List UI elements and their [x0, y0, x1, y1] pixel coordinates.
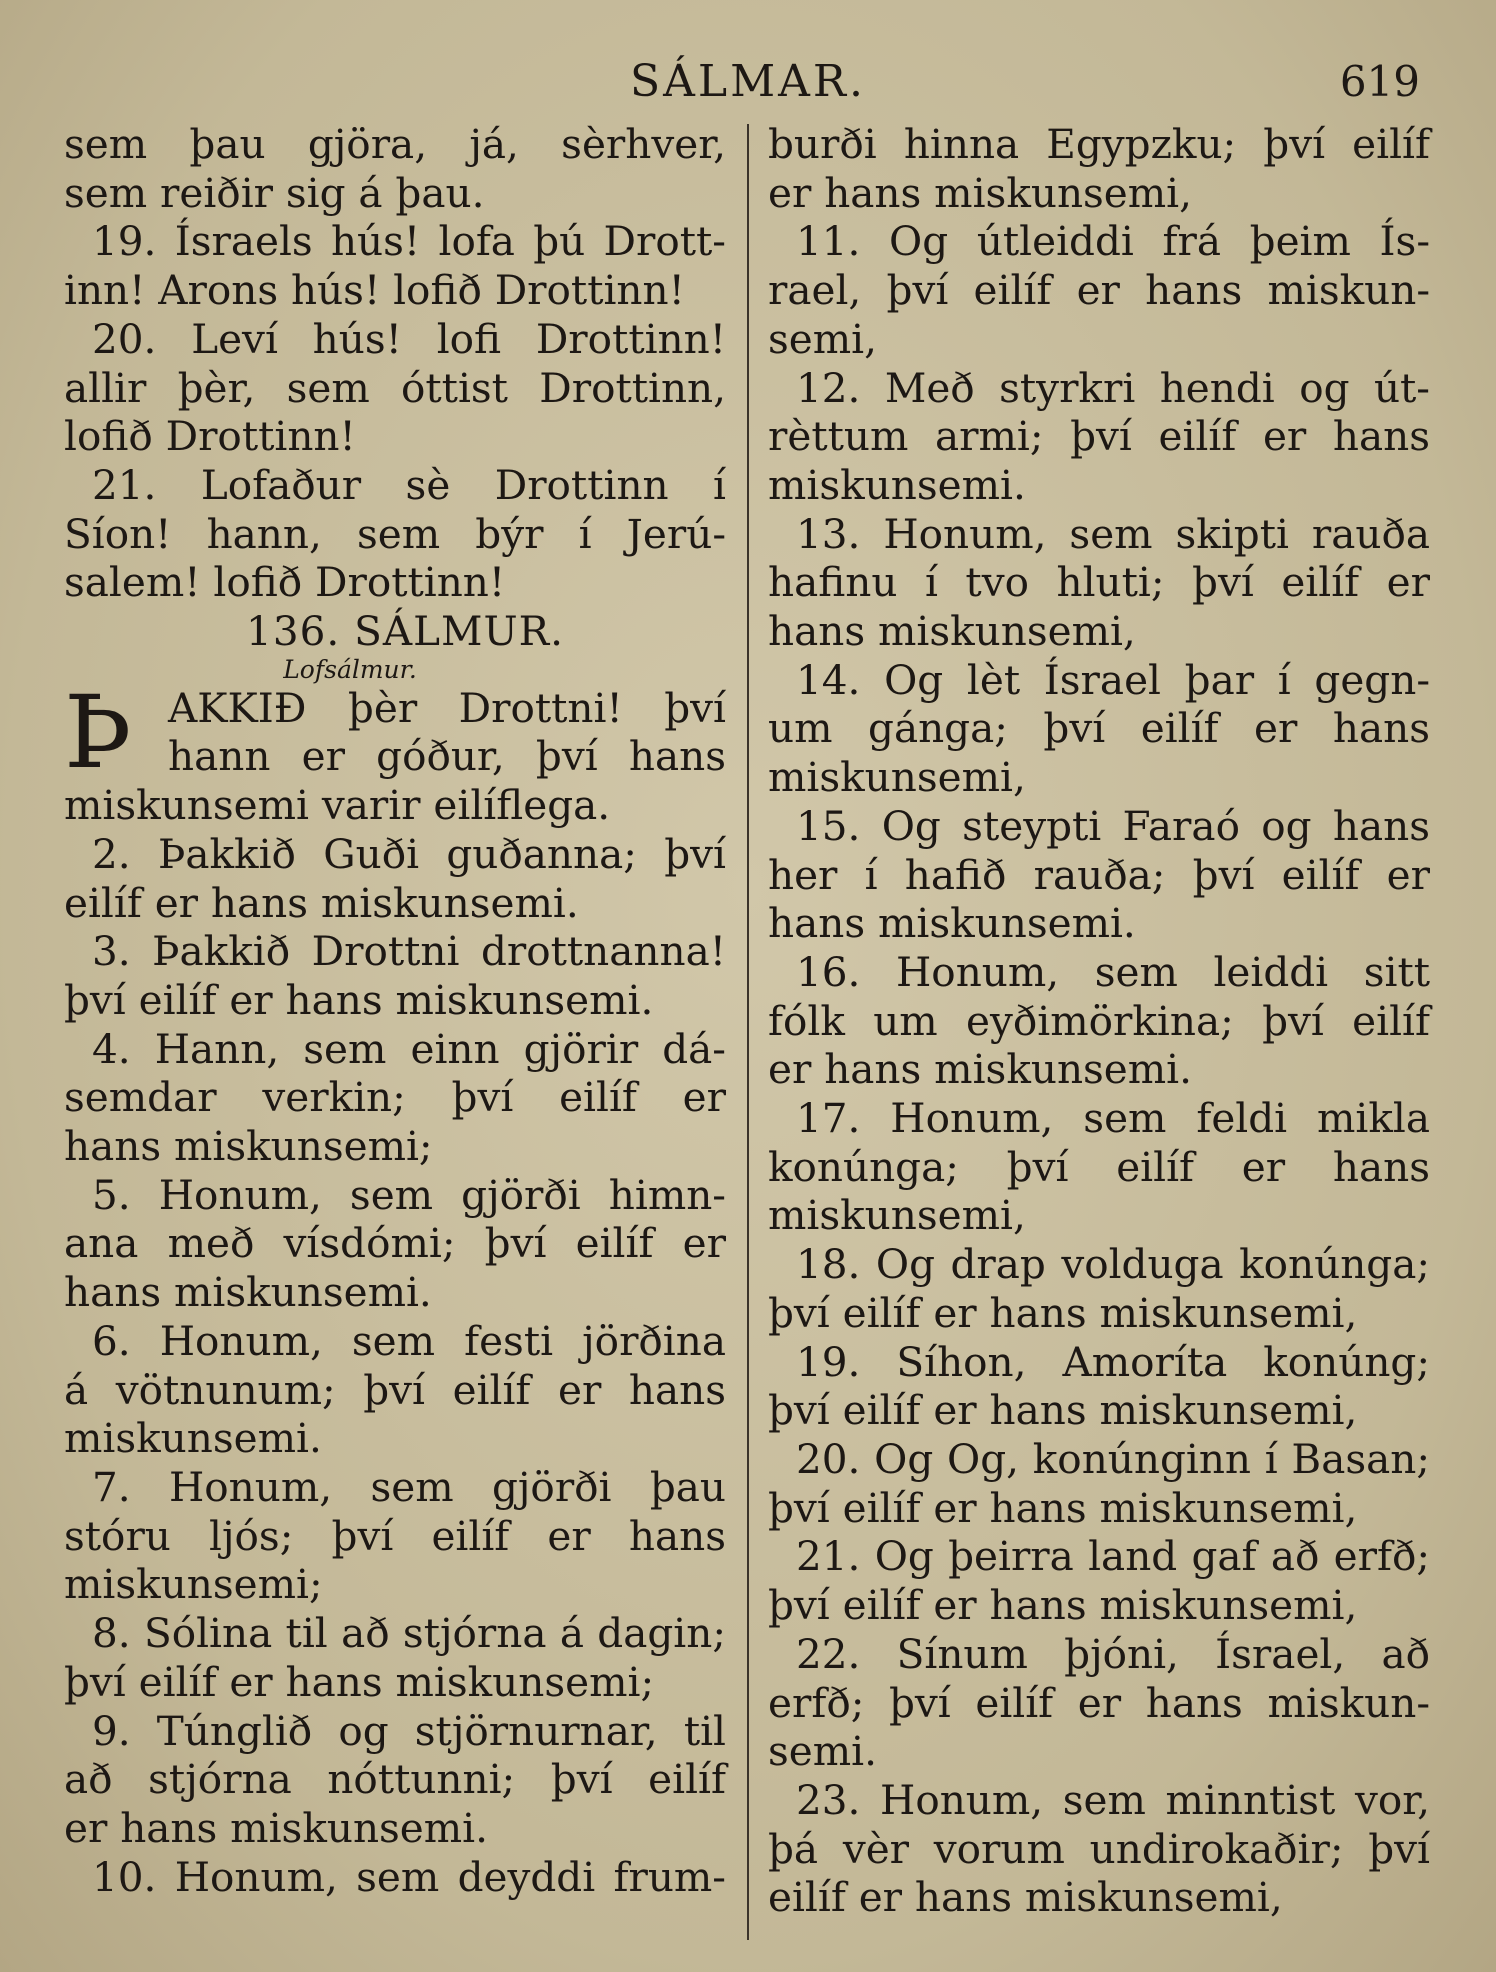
text-line: 8. Sólina til að stjórna á dagin; — [92, 1609, 726, 1658]
text-line: 16. Honum, sem leiddi sitt — [796, 947, 1430, 996]
page-number: 619 — [1339, 57, 1420, 106]
text-line: miskunsemi. — [64, 1414, 322, 1463]
text-line: því eilíf er hans miskunsemi, — [768, 1386, 1358, 1435]
text-line: 22. Sínum þjóni, Ísrael, að — [796, 1629, 1430, 1678]
right-column — [768, 120, 1430, 1950]
text-line: þá vèr vorum undirokaðir; því — [768, 1824, 1430, 1873]
text-line: 21. Lofaður sè Drottinn í — [92, 460, 726, 509]
text-line: er hans miskunsemi. — [768, 1045, 1193, 1094]
text-line: semi. — [768, 1727, 877, 1776]
text-line: hans miskunsemi; — [64, 1122, 433, 1171]
text-line: salem! lofið Drottinn! — [64, 558, 506, 607]
text-line: sem þau gjöra, já, sèrhver, — [64, 120, 726, 168]
text-line: miskunsemi. — [768, 460, 1026, 509]
text-line: því eilíf er hans miskunsemi, — [768, 1288, 1358, 1337]
text-line: miskunsemi; — [64, 1560, 323, 1609]
text-line: 6. Honum, sem festi jörðina — [92, 1316, 726, 1365]
text-line — [64, 732, 726, 781]
text-line: 7. Honum, sem gjörði þau — [92, 1462, 726, 1511]
text-line: 23. Honum, sem minntist vor, — [796, 1775, 1430, 1824]
text-line: 12. Með styrkri hendi og út- — [796, 363, 1430, 412]
text-line: allir þèr, sem óttist Drottinn, — [64, 363, 726, 412]
drop-cap: Þ — [64, 673, 132, 791]
text-line-content: AKKIÐ þèr Drottni! því — [168, 683, 726, 732]
text-line: um gánga; því eilíf er hans — [768, 704, 1430, 753]
text-line: hans miskunsemi, — [768, 607, 1136, 656]
text-line: 14. Og lèt Ísrael þar í gegn- — [796, 655, 1430, 704]
left-column — [64, 120, 726, 1950]
psalm-subtitle: Lofsálmur. — [283, 654, 417, 684]
text-line: því eilíf er hans miskunsemi, — [768, 1581, 1358, 1630]
text-line: lofið Drottinn! — [64, 412, 356, 461]
text-line: eilíf er hans miskunsemi. — [64, 878, 579, 927]
text-line: konúnga; því eilíf er hans — [768, 1142, 1430, 1191]
text-line: 17. Honum, sem feldi mikla — [796, 1094, 1430, 1143]
text-line: miskunsemi varir eilíflega. — [64, 781, 611, 830]
text-line: rael, því eilíf er hans miskun- — [768, 266, 1430, 315]
text-line: burði hinna Egypzku; því eilíf — [768, 120, 1430, 168]
text-line: miskunsemi, — [768, 1191, 1026, 1240]
text-line: 2. Þakkið Guði guðanna; því — [92, 829, 726, 878]
psalm-heading: 136. SÁLMUR. — [246, 607, 564, 656]
text-line: Síon! hann, sem býr í Jerú- — [64, 509, 726, 558]
text-line: á vötnunum; því eilíf er hans — [64, 1365, 726, 1414]
text-line: stóru ljós; því eilíf er hans — [64, 1511, 726, 1560]
text-line: 19. Síhon, Amoríta konúng; — [796, 1337, 1430, 1386]
text-line: 15. Og steypti Faraó og hans — [796, 801, 1430, 850]
text-line: hans miskunsemi. — [64, 1268, 432, 1317]
text-line: því eilíf er hans miskunsemi, — [768, 1483, 1358, 1532]
text-line: er hans miskunsemi. — [64, 1803, 489, 1852]
text-line: 3. Þakkið Drottni drottnanna! — [92, 927, 726, 976]
text-line: fólk um eyðimörkina; því eilíf — [768, 996, 1430, 1045]
text-line: eilíf er hans miskunsemi, — [768, 1873, 1283, 1922]
text-line: erfð; því eilíf er hans miskun- — [768, 1678, 1430, 1727]
text-line: 20. Og Og, konúnginn í Basan; — [796, 1434, 1430, 1483]
text-line: 10. Honum, sem deyddi frum- — [92, 1852, 726, 1901]
running-header: SÁLMAR. — [629, 56, 867, 107]
text-line: 20. Leví hús! lofi Drottinn! — [92, 314, 726, 363]
text-line: hafinu í tvo hluti; því eilíf er — [768, 558, 1430, 607]
text-line: ana með vísdómi; því eilíf er — [64, 1219, 726, 1268]
text-line: 9. Túnglið og stjörnurnar, til — [92, 1706, 726, 1755]
text-line: inn! Arons hús! lofið Drottinn! — [64, 266, 685, 315]
text-line: því eilíf er hans miskunsemi. — [64, 975, 654, 1024]
text-line: 5. Honum, sem gjörði himn- — [92, 1170, 726, 1219]
text-line: 19. Ísraels hús! lofa þú Drott- — [92, 217, 726, 266]
text-line: semdar verkin; því eilíf er — [64, 1073, 726, 1122]
text-line: her í hafið rauða; því eilíf er — [768, 850, 1430, 899]
text-line: 21. Og þeirra land gaf að erfð; — [796, 1532, 1430, 1581]
text-line: semi, — [768, 314, 877, 363]
text-line: 11. Og útleiddi frá þeim Ís- — [796, 217, 1430, 266]
text-line: er hans miskunsemi, — [768, 168, 1193, 217]
text-line: því eilíf er hans miskunsemi; — [64, 1657, 655, 1706]
text-line: miskunsemi, — [768, 753, 1026, 802]
text-line: 4. Hann, sem einn gjörir dá- — [92, 1024, 726, 1073]
text-line: 18. Og drap volduga konúnga; — [796, 1240, 1430, 1289]
text-line: að stjórna nóttunni; því eilíf — [64, 1755, 726, 1804]
text-line: rèttum armi; því eilíf er hans — [768, 412, 1430, 461]
text-line: sem reiðir sig á þau. — [64, 168, 485, 217]
text-line-content: hann er góður, því hans — [168, 732, 726, 781]
column-divider — [747, 124, 749, 1940]
text-line: 13. Honum, sem skipti rauða — [796, 509, 1430, 558]
text-line: hans miskunsemi. — [768, 899, 1136, 948]
